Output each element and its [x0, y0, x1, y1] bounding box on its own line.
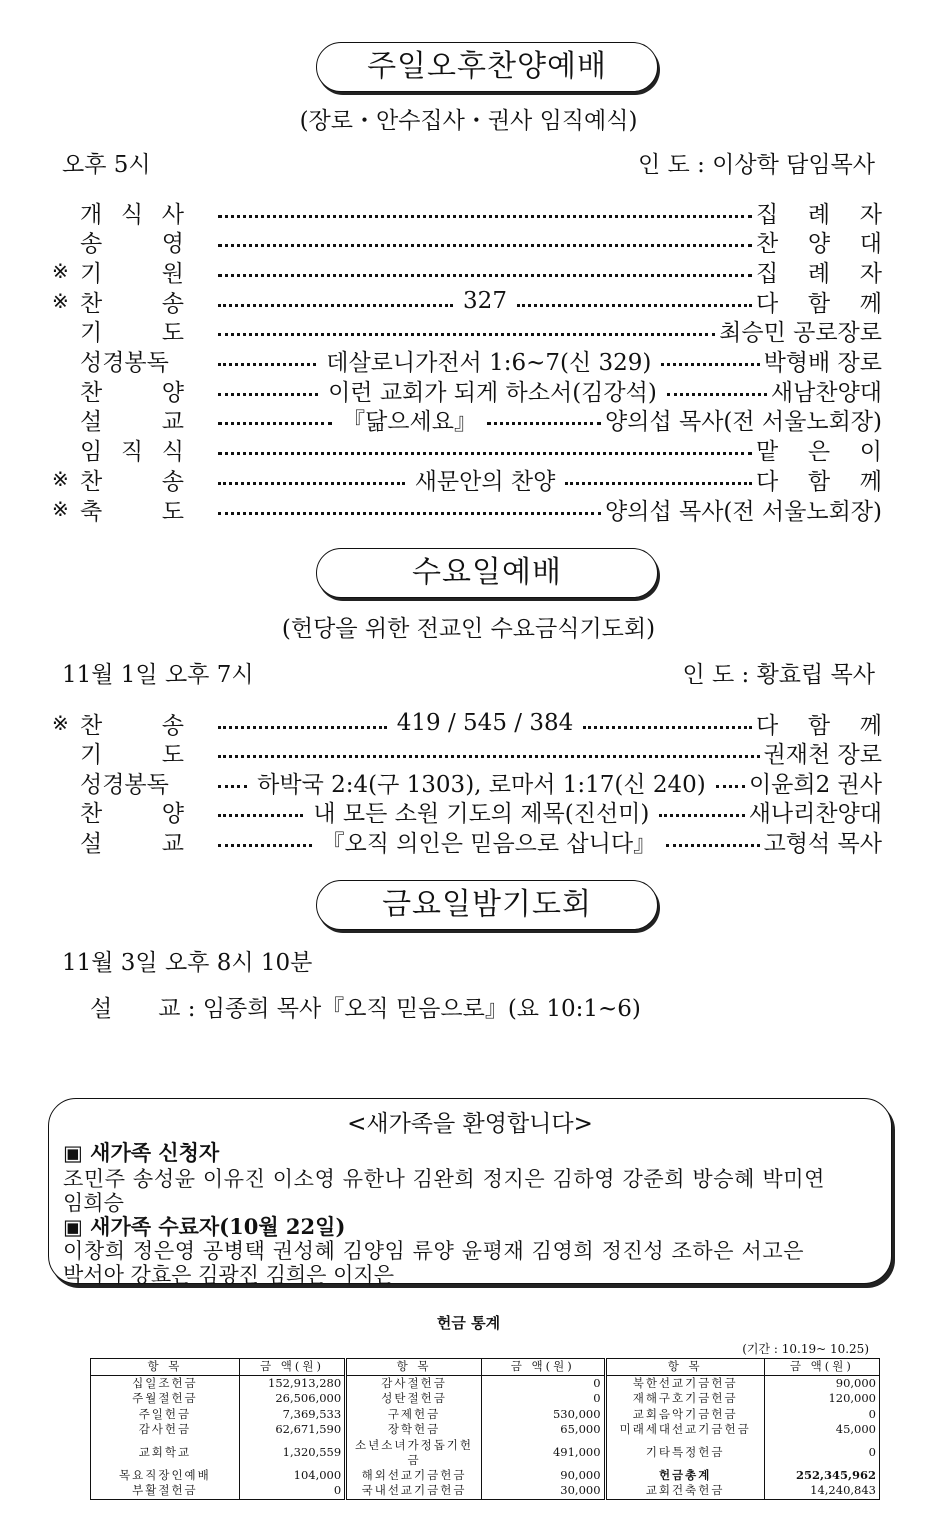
- dot-leader: [218, 363, 316, 366]
- order-title: [80, 795, 184, 828]
- col-header-item: 항 목: [346, 1359, 482, 1376]
- offering-name: 성탄절헌금: [346, 1391, 482, 1407]
- order-person-text: 례: [807, 201, 831, 228]
- order-title: [80, 463, 184, 496]
- order-person-text: 양의섭 목사(전 서울노회장): [605, 409, 882, 436]
- order-person: [764, 344, 882, 377]
- leader-dots: [214, 240, 756, 243]
- offering-name: 미래세대선교기금헌금: [605, 1422, 764, 1438]
- order-person: [764, 825, 882, 858]
- finance-table: [90, 1358, 880, 1500]
- order-row: [52, 375, 882, 405]
- order-title-char: 찬: [80, 379, 103, 406]
- offering-amount: 0: [239, 1483, 345, 1499]
- leader-dots: [214, 751, 764, 754]
- order-row: [52, 797, 882, 827]
- order-detail: 내 모든 소원 기도의 제목(진선미): [313, 801, 650, 827]
- order-title: [80, 344, 184, 377]
- order-person-text: 대: [859, 231, 882, 258]
- order-person: [749, 766, 882, 799]
- order-title: [80, 433, 184, 466]
- order-title: [80, 196, 184, 229]
- offering-name: 감사헌금: [91, 1422, 240, 1438]
- order-row: [52, 286, 882, 316]
- order-detail: 이런 교회가 되게 하소서(김강석): [328, 379, 657, 406]
- order-title-char: 교: [161, 830, 184, 857]
- order-detail: 『닮으세요』: [342, 409, 477, 436]
- applicants-line-1: 조민주 송성윤 이유진 이소영 유한나 김완희 정지은 김하영 강준희 방승혜 박미연: [63, 1167, 825, 1191]
- order-row: [52, 405, 882, 435]
- order-person-text: 이: [859, 439, 882, 466]
- order-title-char: 교: [161, 409, 184, 436]
- order-row: [52, 316, 882, 346]
- sunday-subtitle: (장로・안수집사・권사 임직예식): [299, 108, 638, 134]
- order-person-text: 께: [859, 468, 882, 495]
- order-title: [80, 285, 184, 318]
- dot-leader: [218, 422, 332, 425]
- order-title: [80, 825, 184, 858]
- finance-title: 헌금 통계: [436, 1314, 501, 1332]
- order-title-char: 성경봉독: [80, 350, 169, 376]
- offering-amount: 62,671,590: [239, 1422, 345, 1438]
- order-title-char: 사: [161, 201, 184, 228]
- order-title-char: 개: [80, 201, 103, 228]
- order-person-text: 최승민 공로장로: [719, 320, 882, 347]
- offering-amount: 7,369,533: [239, 1407, 345, 1423]
- order-detail: 『오직 의인은 믿음으로 삽니다』: [321, 830, 657, 857]
- order-row: [52, 767, 882, 797]
- order-title: [80, 707, 184, 740]
- order-title-char: 설: [80, 830, 103, 857]
- order-person: [756, 707, 882, 740]
- offering-name: 헌금총계: [605, 1468, 764, 1484]
- order-person: [756, 196, 882, 229]
- order-person-text: 새남찬양대: [770, 379, 882, 406]
- dot-leader: [218, 244, 752, 247]
- order-row: [52, 708, 882, 738]
- standing-mark: ※: [52, 711, 69, 735]
- offering-name: 주일헌금: [91, 1407, 240, 1423]
- dot-leader: [517, 304, 752, 307]
- order-person-text: 함: [807, 712, 831, 739]
- order-title-char: 찬: [80, 468, 103, 495]
- applicants-line-2: 임희승: [63, 1191, 124, 1215]
- order-row: [52, 256, 882, 286]
- offering-amount: 30,000: [481, 1483, 605, 1499]
- leader-dots: [214, 288, 756, 314]
- order-person-text: 다: [756, 290, 779, 317]
- order-row: [52, 464, 882, 494]
- dot-leader: [716, 785, 745, 788]
- order-title-char: 양: [161, 379, 184, 406]
- col-header-amount: 금 액(원): [764, 1359, 879, 1376]
- order-person-text: 고형석 목사: [763, 830, 882, 857]
- order-title: [80, 374, 184, 407]
- order-title-char: 식: [161, 439, 184, 466]
- dot-leader: [218, 814, 303, 817]
- order-row: [52, 227, 882, 257]
- offering-amount: 90,000: [481, 1468, 605, 1484]
- offering-amount: 0: [481, 1391, 605, 1407]
- leader-dots: [214, 344, 764, 377]
- leader-dots: [214, 795, 749, 828]
- dot-leader: [218, 304, 453, 307]
- order-title-char: 양: [161, 801, 184, 827]
- friday-sermon: 설 교 : 임종희 목사『오직 믿음으로』(요 10:1~6): [90, 996, 641, 1022]
- offering-amount: 252,345,962: [764, 1468, 879, 1484]
- order-title-char: 송: [161, 290, 184, 317]
- col-header-amount: 금 액(원): [239, 1359, 345, 1376]
- offering-name: 교회음악기금헌금: [605, 1407, 764, 1423]
- order-title-char: 송: [161, 468, 184, 495]
- order-title: [80, 493, 184, 526]
- offering-name: 해외선교기금헌금: [346, 1468, 482, 1484]
- leader-dots: [214, 508, 605, 511]
- order-title-char: 기: [80, 260, 103, 287]
- standing-mark: ※: [52, 259, 69, 284]
- leader-dots: [214, 766, 749, 799]
- order-person-text: 집: [756, 201, 779, 228]
- dot-leader: [218, 393, 318, 396]
- order-title-char: 임: [80, 439, 103, 466]
- order-person-text: 다: [756, 712, 779, 739]
- offering-amount: 26,506,000: [239, 1391, 345, 1407]
- finance-row: [91, 1468, 880, 1484]
- order-person-text: 은: [807, 439, 831, 466]
- order-person-text: 찬: [756, 231, 779, 258]
- offering-amount: 104,000: [239, 1468, 345, 1484]
- order-person-text: 양의섭 목사(전 서울노회장): [605, 498, 882, 525]
- dot-leader: [667, 393, 767, 396]
- offering-name: 십일조헌금: [91, 1375, 240, 1391]
- order-title: [80, 314, 184, 347]
- offering-name: 구제헌금: [346, 1407, 482, 1423]
- order-title-char: 찬: [80, 801, 103, 827]
- offering-amount: 1,320,559: [239, 1438, 345, 1468]
- order-row: [52, 494, 882, 524]
- order-person-text: 께: [859, 712, 882, 739]
- offering-amount: 90,000: [764, 1375, 879, 1391]
- order-person: [756, 225, 882, 258]
- dot-leader: [218, 452, 752, 455]
- order-person: [771, 374, 882, 407]
- leader-dots: [214, 211, 756, 214]
- offering-amount: 65,000: [481, 1422, 605, 1438]
- offering-amount: 0: [764, 1407, 879, 1423]
- offering-name: 장학헌금: [346, 1422, 482, 1438]
- order-row: [52, 435, 882, 465]
- order-person-text: 다: [756, 468, 779, 495]
- wednesday-heading: 수요일예배: [316, 548, 658, 598]
- offering-name: 북한선교기금헌금: [605, 1375, 764, 1391]
- offering-name: 교회건축헌금: [605, 1483, 764, 1499]
- graduates-line-1: 이창희 정은영 공병택 권성혜 김양임 류양 윤평재 김영희 정진성 조하은 서고은: [63, 1239, 805, 1263]
- order-person: [719, 314, 882, 347]
- order-title-char: 송: [80, 231, 103, 258]
- order-person-text: 께: [859, 290, 882, 317]
- order-title-char: 도: [161, 320, 184, 347]
- order-detail: 하박국 2:4(구 1303), 로마서 1:17(신 240): [257, 771, 706, 798]
- order-person: [756, 255, 882, 288]
- order-title-char: 도: [161, 742, 184, 768]
- leader-dots: [214, 448, 756, 451]
- leader-dots: [214, 710, 756, 736]
- order-row: [52, 738, 882, 768]
- order-person: [764, 736, 882, 769]
- offering-name: 주월절헌금: [91, 1391, 240, 1407]
- sunday-heading: 주일오후찬양예배: [316, 42, 658, 92]
- offering-name: 감사절헌금: [346, 1375, 482, 1391]
- order-person: [749, 795, 882, 828]
- offering-name: 국내선교기금헌금: [346, 1483, 482, 1499]
- dot-leader: [218, 512, 601, 515]
- order-title: [80, 225, 184, 258]
- order-person-text: 함: [807, 290, 831, 317]
- order-title: [80, 766, 184, 799]
- finance-header-row: [91, 1359, 880, 1376]
- order-person-text: 이윤희2 권사: [748, 771, 882, 798]
- order-person-text: 맡: [756, 439, 779, 466]
- offering-amount: 14,240,843: [764, 1483, 879, 1499]
- leader-dots: [214, 403, 605, 436]
- order-title-char: 찬: [80, 290, 103, 317]
- order-title: [80, 255, 184, 288]
- col-header-item: 항 목: [91, 1359, 240, 1376]
- graduates-heading: ▣ 새가족 수료자(10월 22일): [63, 1214, 346, 1239]
- leader-dots: [214, 463, 756, 496]
- leader-dots: [214, 270, 756, 273]
- wednesday-time: 11월 1일 오후 7시: [62, 662, 254, 688]
- order-title-char: 직: [120, 439, 144, 466]
- order-person-text: 함: [807, 468, 831, 495]
- wednesday-subtitle: (헌당을 위한 전교인 수요금식기도회): [281, 616, 656, 642]
- applicants-heading: ▣ 새가족 신청자: [63, 1140, 220, 1165]
- dot-leader: [218, 726, 387, 729]
- dot-leader: [661, 363, 759, 366]
- offering-name: 교회학교: [91, 1438, 240, 1468]
- dot-leader: [218, 333, 715, 336]
- finance-period: (기간 : 10.19~ 10.25): [742, 1342, 869, 1356]
- finance-row: [91, 1438, 880, 1468]
- sunday-time: 오후 5시: [62, 152, 151, 178]
- finance-row: [91, 1422, 880, 1438]
- standing-mark: ※: [52, 289, 69, 314]
- dot-leader: [218, 274, 752, 277]
- order-title-char: 기: [80, 742, 103, 768]
- order-person-text: 자: [859, 201, 882, 228]
- leader-dots: [214, 374, 771, 407]
- order-title-char: 설: [80, 409, 103, 436]
- order-row: [52, 197, 882, 227]
- order-person-text: 새나리찬양대: [748, 801, 882, 827]
- finance-row: [91, 1483, 880, 1499]
- offering-name: 소년소녀가정돕기헌금: [346, 1438, 482, 1468]
- order-person-text: 자: [859, 260, 882, 287]
- order-person-text: 례: [807, 260, 831, 287]
- dot-leader: [659, 814, 744, 817]
- order-row: [52, 826, 882, 856]
- welcome-title: <새가족을 환영합니다>: [347, 1111, 593, 1137]
- order-person: [756, 285, 882, 318]
- order-title-char: 도: [161, 498, 184, 525]
- order-title-char: 식: [120, 201, 144, 228]
- offering-amount: 0: [764, 1438, 879, 1468]
- offering-name: 기타특정헌금: [605, 1438, 764, 1468]
- col-header-item: 항 목: [605, 1359, 764, 1376]
- dot-leader: [218, 844, 312, 847]
- friday-heading: 금요일밤기도회: [316, 880, 658, 930]
- order-title-char: 찬: [80, 712, 103, 739]
- order-title-char: 송: [161, 712, 184, 739]
- offering-amount: 0: [481, 1375, 605, 1391]
- order-title-char: 성경봉독: [80, 771, 169, 798]
- order-person-text: 양: [807, 231, 831, 258]
- standing-mark: ※: [52, 467, 69, 492]
- order-title-char: 원: [161, 260, 184, 287]
- sunday-leader: 인 도 : 이상학 담임목사: [638, 152, 875, 178]
- order-title: [80, 403, 184, 436]
- order-person: [756, 463, 882, 496]
- order-row: [52, 346, 882, 376]
- order-person-text: 권재천 장로: [763, 742, 882, 768]
- finance-row: [91, 1407, 880, 1423]
- welcome-box: [48, 1098, 892, 1287]
- order-detail: 419 / 545 / 384: [396, 710, 574, 736]
- offering-name: 목요직장인예배: [91, 1468, 240, 1484]
- col-header-amount: 금 액(원): [481, 1359, 605, 1376]
- dot-leader: [218, 785, 247, 788]
- dot-leader: [583, 726, 752, 729]
- order-detail: 새문안의 찬양: [414, 468, 556, 495]
- offering-name: 재해구호기금헌금: [605, 1391, 764, 1407]
- finance-row: [91, 1391, 880, 1407]
- order-title-char: 영: [161, 231, 184, 258]
- dot-leader: [218, 482, 405, 485]
- order-title-char: 축: [80, 498, 103, 525]
- order-person: [605, 493, 882, 526]
- offering-amount: 530,000: [481, 1407, 605, 1423]
- offering-amount: 152,913,280: [239, 1375, 345, 1391]
- wednesday-leader: 인 도 : 황효립 목사: [682, 662, 875, 688]
- order-detail: 327: [463, 288, 507, 315]
- order-person: [756, 433, 882, 466]
- offering-name: 부활절헌금: [91, 1483, 240, 1499]
- offering-amount: 45,000: [764, 1422, 879, 1438]
- dot-leader: [487, 422, 601, 425]
- offering-amount: 120,000: [764, 1391, 879, 1407]
- standing-mark: ※: [52, 497, 69, 521]
- friday-time: 11월 3일 오후 8시 10분: [62, 950, 313, 976]
- dot-leader: [666, 844, 760, 847]
- dot-leader: [565, 482, 752, 485]
- dot-leader: [218, 755, 760, 758]
- order-person-text: 박형배 장로: [763, 350, 882, 376]
- order-person-text: 집: [756, 260, 779, 287]
- offering-amount: 491,000: [481, 1438, 605, 1468]
- finance-row: [91, 1375, 880, 1391]
- order-title: [80, 736, 184, 769]
- leader-dots: [214, 329, 719, 332]
- graduates-line-2: 박서아 강효은 김광진 김희은 이지은: [63, 1263, 394, 1287]
- order-person: [605, 403, 882, 436]
- leader-dots: [214, 825, 764, 858]
- dot-leader: [218, 215, 752, 218]
- order-title-char: 기: [80, 320, 103, 347]
- order-detail: 데살로니가전서 1:6~7(신 329): [326, 350, 652, 376]
